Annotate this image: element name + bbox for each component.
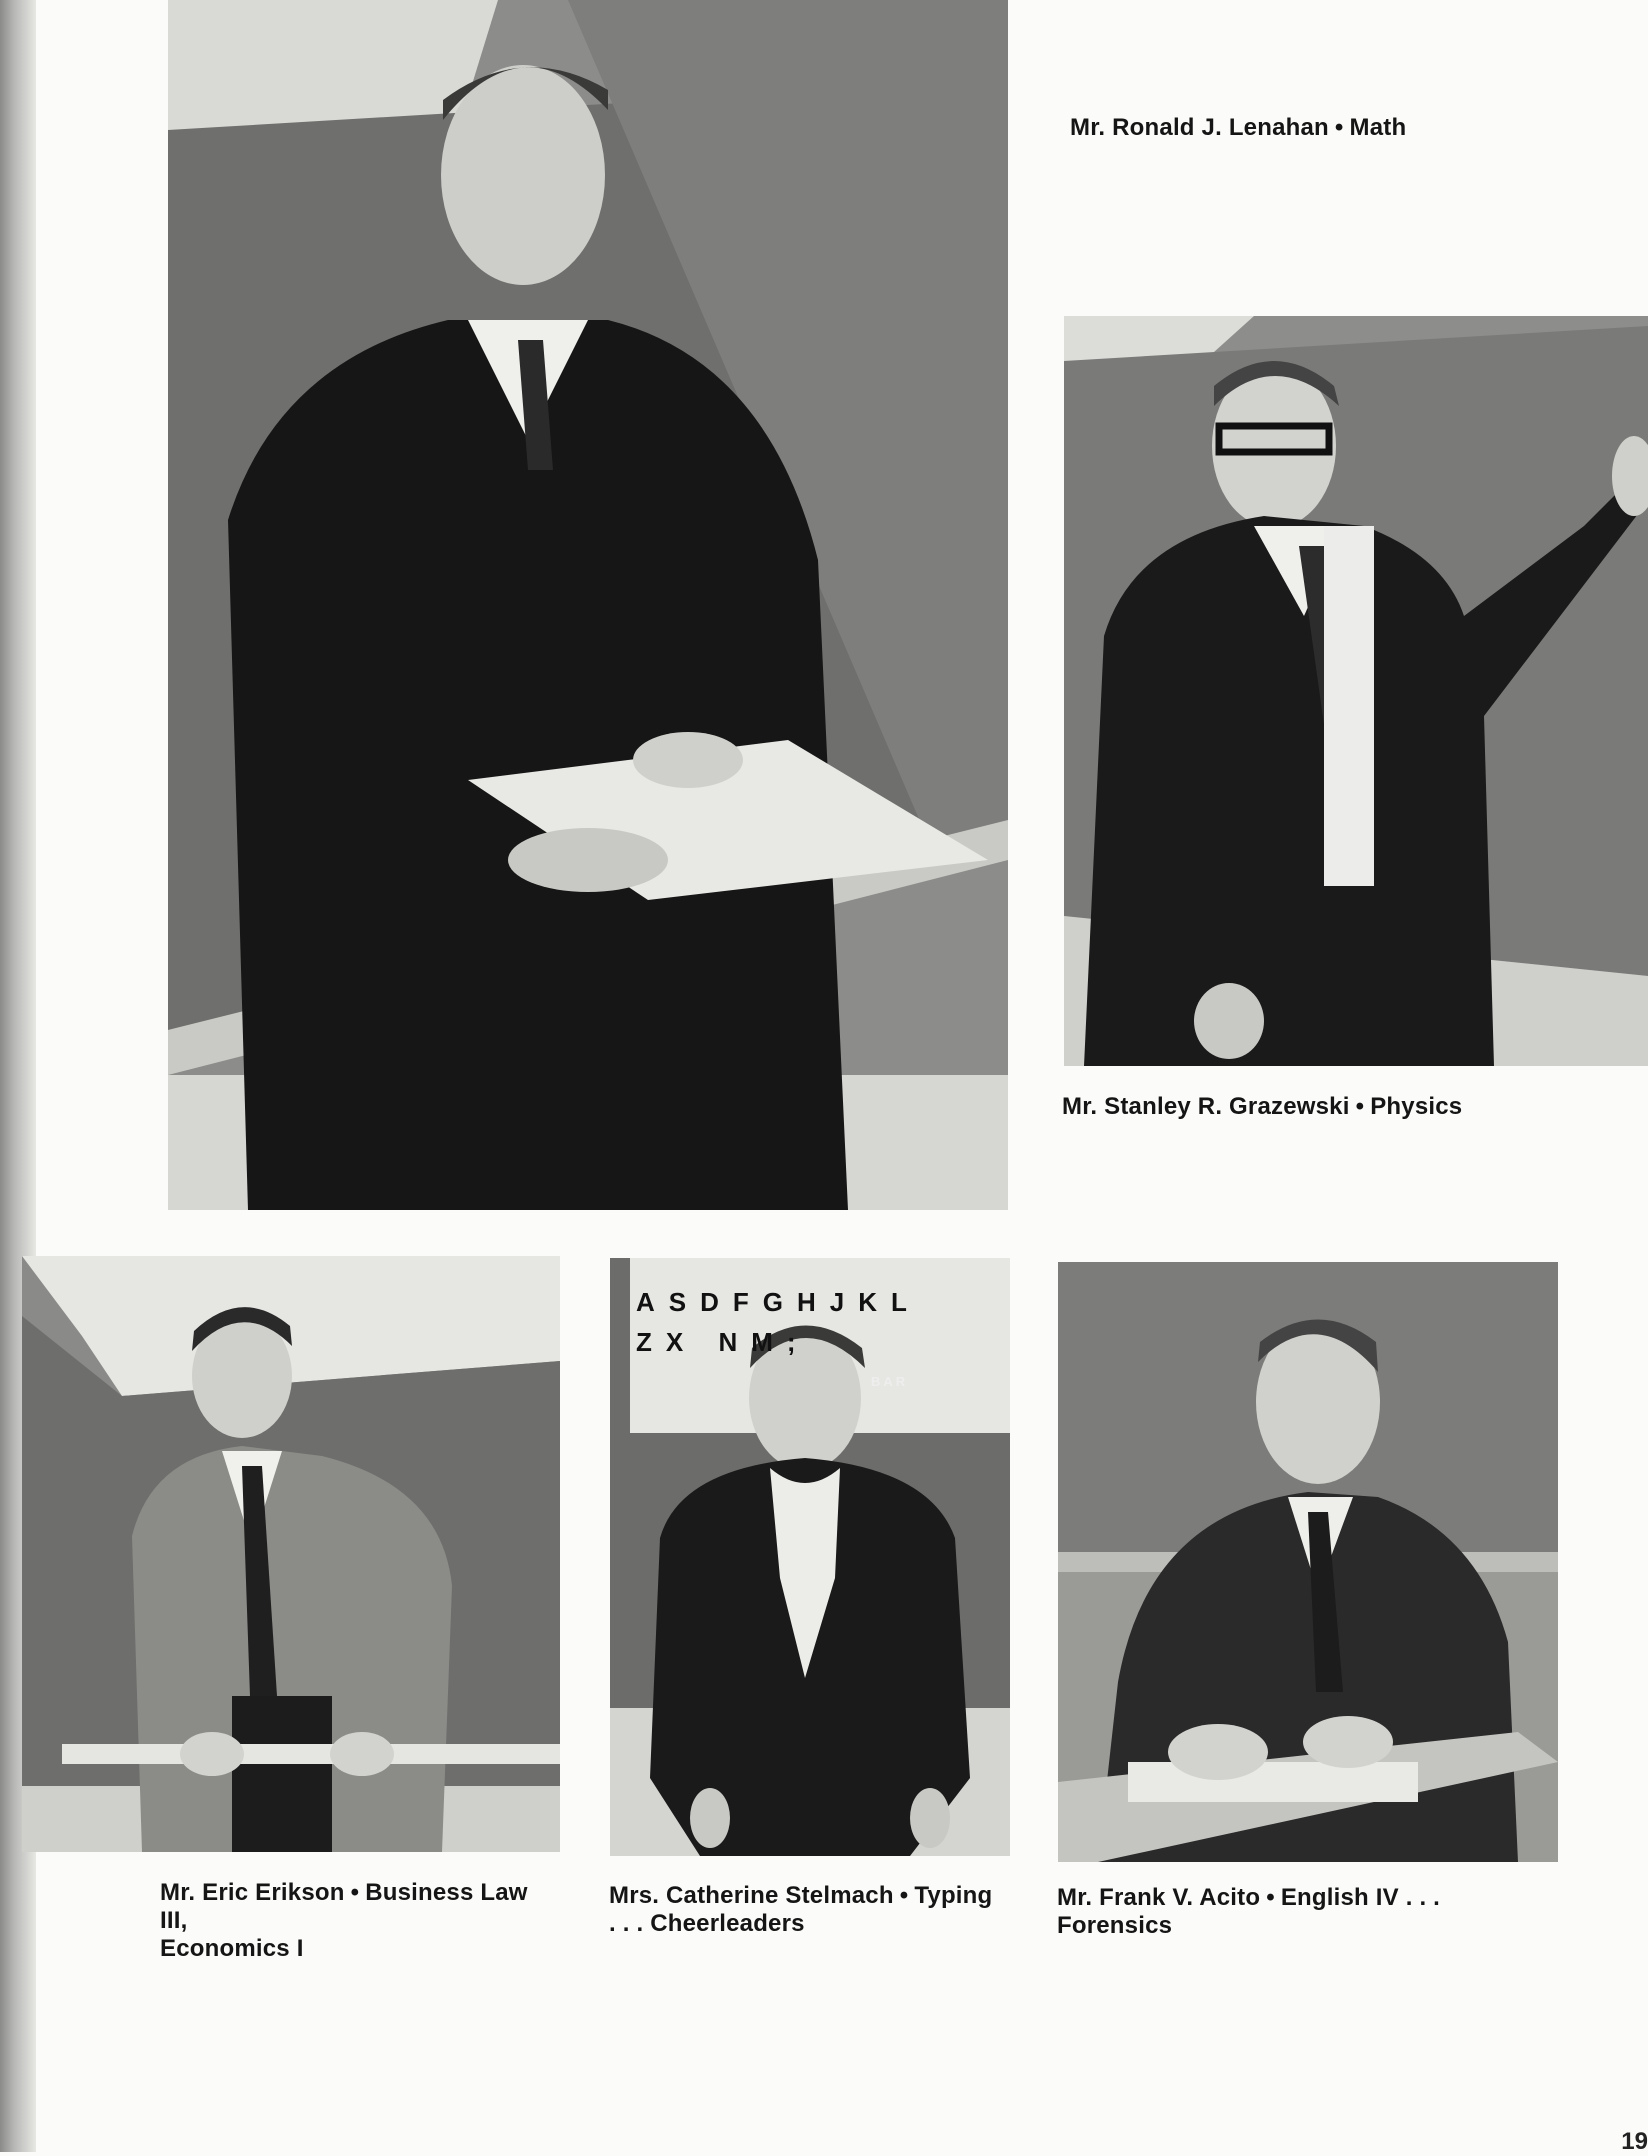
photo-acito (1058, 1262, 1558, 1862)
caption-acito (1057, 1884, 1554, 1940)
keyboard-chart (636, 1282, 1006, 1402)
teacher-name: Mr. Eric Erikson (160, 1879, 345, 1906)
bullet-separator: • (1334, 114, 1344, 141)
teacher-subject: Typing (914, 1882, 993, 1909)
caption-lenahan (1070, 114, 1406, 142)
bullet-separator: • (350, 1879, 360, 1906)
teacher-subject: Business Law III, (160, 1879, 528, 1934)
caption-grazewski (1062, 1093, 1462, 1121)
caption-erikson (160, 1879, 560, 1963)
bullet-separator: • (1266, 1884, 1275, 1911)
teacher-name: Mr. Frank V. Acito (1057, 1884, 1261, 1911)
keyboard-row-bottom: ZX NM; (636, 1327, 810, 1357)
keyboard-row-home: ASDFGHJKL (636, 1287, 921, 1317)
teacher-name: Mr. Stanley R. Grazewski (1062, 1093, 1350, 1120)
teacher-subject-continued: Economics I (160, 1935, 304, 1962)
photo-grazewski (1064, 316, 1648, 1066)
page-number: 19 (1621, 2128, 1648, 2155)
photo-stelmach (610, 1258, 1010, 1856)
teacher-name: Mrs. Catherine Stelmach (609, 1882, 894, 1909)
teacher-subject: Physics (1370, 1093, 1463, 1120)
photo-erikson (22, 1256, 560, 1852)
teacher-subject: English IV . . . (1280, 1884, 1441, 1911)
bullet-separator: • (899, 1882, 909, 1909)
teacher-subject: Math (1349, 114, 1407, 141)
teacher-subject-continued: Forensics (1057, 1912, 1173, 1939)
teacher-name: Mr. Ronald J. Lenahan (1070, 114, 1329, 141)
bullet-separator: • (1355, 1093, 1365, 1120)
teacher-subject-continued: . . . Cheerleaders (609, 1910, 805, 1937)
photo-lenahan (168, 0, 1008, 1210)
caption-stelmach (609, 1882, 1007, 1938)
keyboard-space-bar-label: BAR (871, 1374, 909, 1389)
